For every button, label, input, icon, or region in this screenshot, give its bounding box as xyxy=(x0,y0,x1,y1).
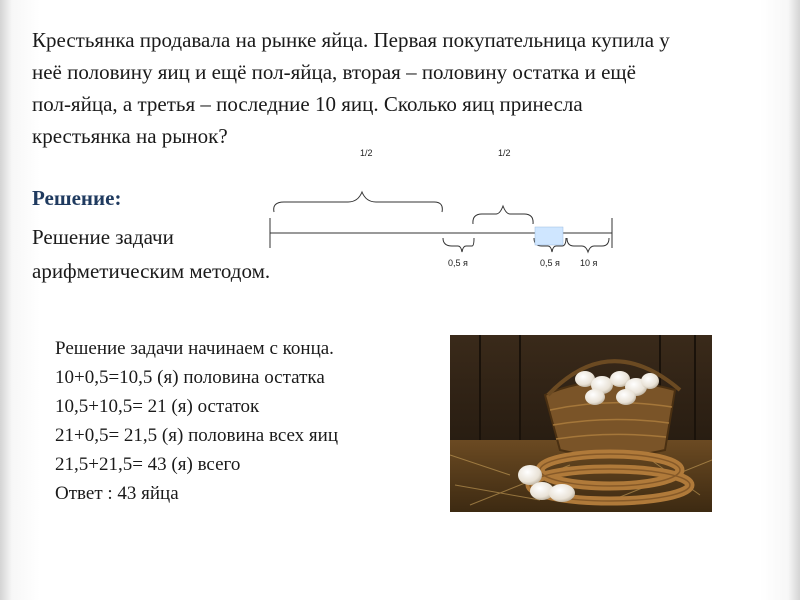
calc-line-2: 10+0,5=10,5 (я) половина остатка xyxy=(55,367,325,388)
calc-line-3: 10,5+10,5= 21 (я) остаток xyxy=(55,396,260,417)
problem-line-3: пол-яйца, а третья – последние 10 яиц. Сколько яиц принесла xyxy=(32,92,583,116)
highlight-box xyxy=(535,227,563,245)
calculation-block xyxy=(55,334,338,508)
solution-subtitle-line-2: арифметическим методом. xyxy=(32,259,271,283)
brace-bottom-3 xyxy=(567,238,609,252)
solution-subtitle-line-1: Решение задачи xyxy=(32,225,174,249)
problem-line-1: Крестьянка продавала на рынке яйца. Первая покупательница купила у xyxy=(32,28,670,52)
eggs-basket-photo xyxy=(450,335,712,512)
calc-line-1: Решение задачи начинаем с конца. xyxy=(55,338,334,359)
calc-line-4: 21+0,5= 21,5 (я) половина всех яиц xyxy=(55,425,338,446)
brace-bottom-1 xyxy=(443,238,474,252)
solution-subtitle xyxy=(32,220,270,288)
solution-heading: Решение: xyxy=(32,186,122,210)
half-label-2: 1/2 xyxy=(498,148,511,158)
brace-top-1 xyxy=(274,192,443,212)
problem-text xyxy=(32,24,782,152)
brace-top-2 xyxy=(473,206,533,224)
seg-label-1: 0,5 я xyxy=(448,258,468,268)
calc-line-5: 21,5+21,5= 43 (я) всего xyxy=(55,454,241,475)
problem-line-2: неё половину яиц и ещё пол-яйца, вторая – половину остатка и ещё xyxy=(32,60,636,84)
calc-line-6: Ответ : 43 яйца xyxy=(55,483,179,504)
seg-label-3: 10 я xyxy=(580,258,598,268)
segment-diagram xyxy=(262,140,622,280)
seg-label-2: 0,5 я xyxy=(540,258,560,268)
problem-line-4: крестьянка на рынок? xyxy=(32,124,228,148)
half-label-1: 1/2 xyxy=(360,148,373,158)
